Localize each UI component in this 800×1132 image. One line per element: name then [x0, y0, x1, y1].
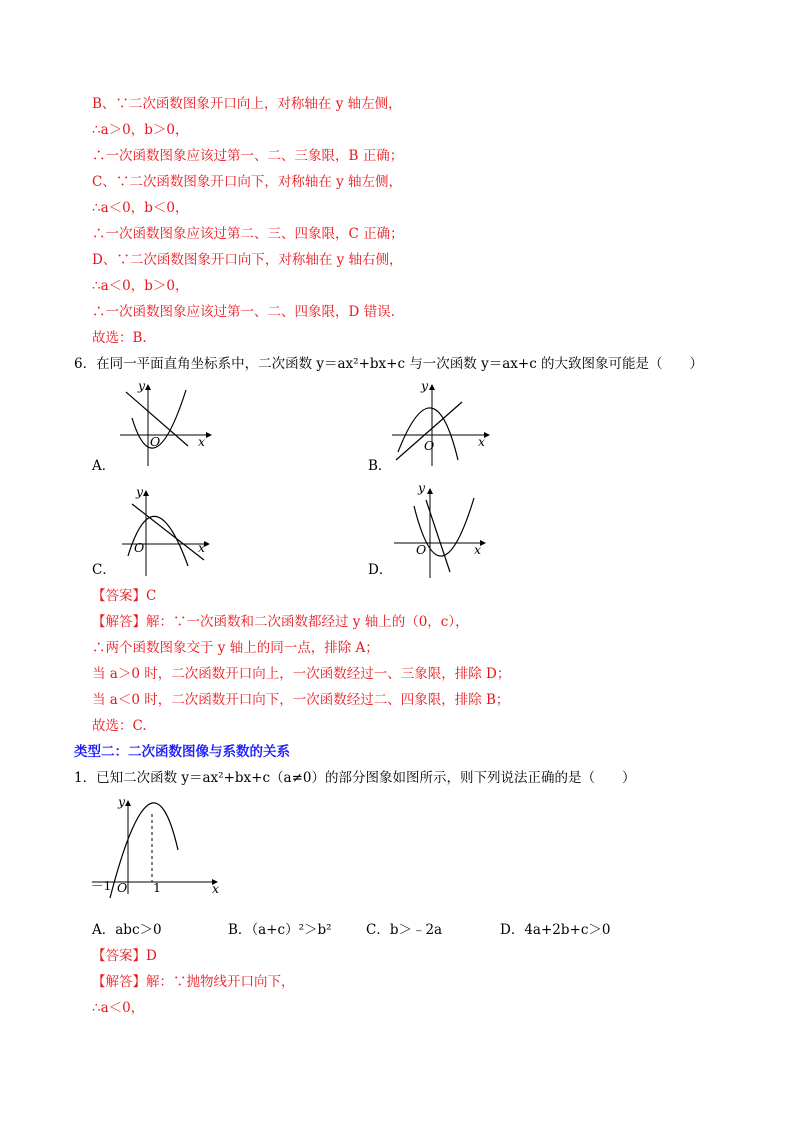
- option-d-label: D．: [368, 562, 393, 578]
- solution-line: 故选：C.: [92, 718, 147, 734]
- solution-prefix: 【解答】解：∵抛物线开口向下，: [92, 974, 295, 990]
- fig-1-label: 1: [153, 880, 161, 895]
- option-c-label: C．: [92, 562, 116, 578]
- fig-y-label: y: [118, 794, 126, 809]
- option-b: B．（a+c）²＞b²: [228, 922, 332, 938]
- graph-c-origin: O: [134, 540, 145, 555]
- graph-a-origin: O: [150, 434, 161, 449]
- graph-b-origin: O: [424, 438, 435, 453]
- graph-c-y-label: y: [136, 484, 144, 499]
- graph-a-y-label: y: [138, 378, 146, 393]
- answer: 【答案】C: [92, 588, 157, 604]
- solution-line: [92, 972, 295, 992]
- solution-line: 当 a＜0 时，二次函数开口向下，一次函数经过二、四象限，排除 B；: [92, 692, 510, 708]
- solution-line: ∴a＜0，: [92, 1000, 145, 1016]
- fig-neg1-label: －1: [91, 878, 112, 893]
- solution-line: 当 a＞0 时，二次函数开口向上，一次函数经过一、三象限，排除 D；: [92, 666, 511, 682]
- option-a: A．abc＞0: [92, 922, 162, 938]
- parabola-figure: [88, 792, 228, 897]
- option-a-label: A．: [92, 458, 116, 474]
- solution-line: ∴a＞0，b＞0，: [92, 122, 189, 138]
- question-1-stem: 1．已知二次函数 y＝ax²+bx+c（a≠0）的部分图象如图所示，则下列说法正确的是（ ）: [74, 770, 636, 786]
- section-heading: 类型二：二次函数图像与系数的关系: [74, 744, 290, 760]
- question-6-stem: 6．在同一平面直角坐标系中，二次函数 y＝ax²+bx+c 与一次函数 y＝ax+c 的大致图象可能是（ ）: [74, 356, 704, 372]
- fig-origin: O: [117, 880, 128, 895]
- graph-b-y-label: y: [421, 378, 429, 393]
- solution-line: 故选：B.: [92, 330, 147, 346]
- solution-line: ∴a＜0，b＜0，: [92, 200, 189, 216]
- graph-b: [388, 380, 498, 470]
- graph-a-x-label: x: [198, 434, 206, 449]
- option-c: C．b＞﹣2a: [366, 922, 443, 938]
- solution-line: D、∵二次函数图象开口向下，对称轴在 y 轴右侧，: [92, 252, 403, 268]
- graph-d: [388, 480, 498, 580]
- graph-a: [110, 380, 220, 470]
- graph-c: [118, 482, 228, 577]
- solution-line: C、∵二次函数图象开口向下，对称轴在 y 轴左侧，: [92, 174, 403, 190]
- solution-line: ∴一次函数图象应该过第二、三、四象限，C 正确；: [92, 226, 404, 242]
- option-b-label: B．: [368, 458, 392, 474]
- graph-b-x-label: x: [478, 434, 486, 449]
- solution-line: ∴两个函数图象交于 y 轴上的同一点，排除 A；: [92, 640, 379, 656]
- solution-line: ∴一次函数图象应该过第一、二、三象限，B 正确；: [92, 148, 404, 164]
- fig-x-label: x: [212, 881, 220, 896]
- graph-d-y-label: y: [418, 480, 426, 495]
- graph-d-origin: O: [416, 542, 427, 557]
- solution-line: ∴一次函数图象应该过第一、二、四象限，D 错误.: [92, 304, 395, 320]
- solution-line: ∴a＜0，b＞0，: [92, 278, 189, 294]
- graph-d-x-label: x: [474, 542, 482, 557]
- graph-c-x-label: x: [198, 540, 206, 555]
- answer: 【答案】D: [92, 948, 157, 964]
- solution-line: B、∵二次函数图象开口向上，对称轴在 y 轴左侧，: [92, 96, 402, 112]
- solution-line: 【解答】解：∵一次函数和二次函数都经过 y 轴上的（0，c），: [92, 614, 469, 630]
- option-d: D．4a+2b+c＞0: [500, 922, 611, 938]
